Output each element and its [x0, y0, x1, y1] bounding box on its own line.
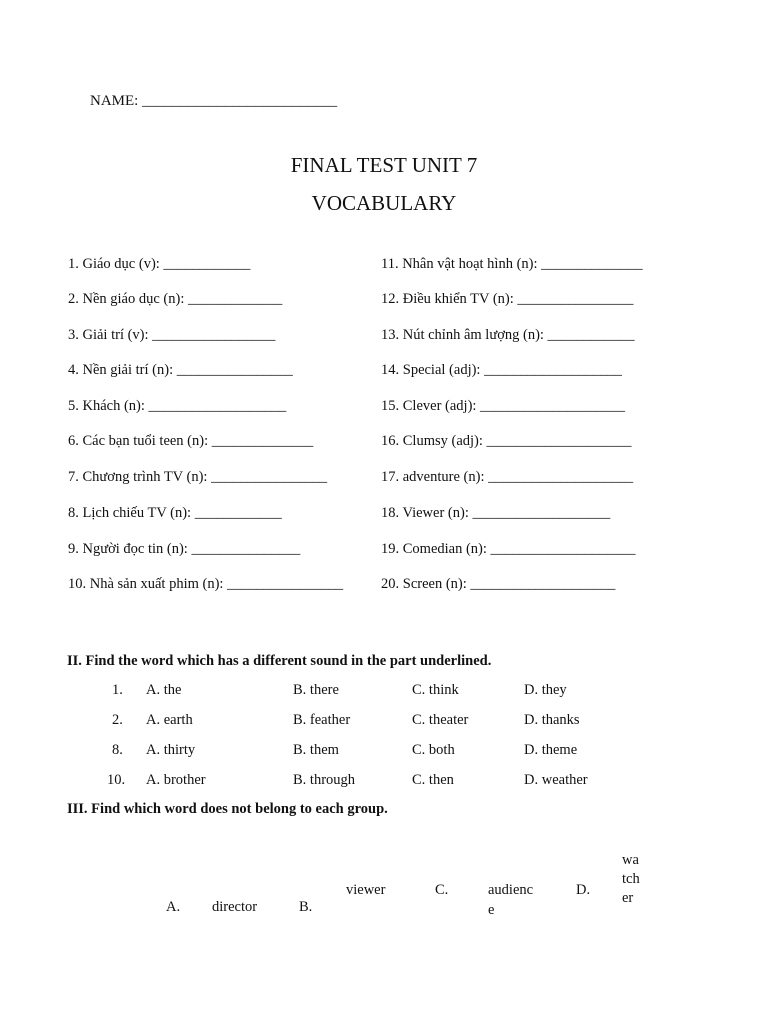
option-c: C. think — [412, 682, 459, 698]
option-b-label: B. — [299, 899, 313, 915]
question-number: 1. — [112, 682, 123, 698]
option-a-label: A. — [166, 899, 181, 915]
option-a: A. earth — [146, 712, 193, 728]
option-d-word: watcher — [622, 852, 640, 906]
option-c: C. then — [412, 772, 454, 788]
page-title: FINAL TEST UNIT 7 — [290, 153, 478, 177]
page-subtitle: VOCABULARY — [311, 191, 457, 215]
option-b: B. through — [293, 772, 356, 788]
option-b: B. there — [293, 682, 339, 698]
vocab-item: 14. Special (adj): ___________________ — [381, 362, 622, 378]
option-d-label: D. — [576, 882, 591, 898]
option-d: D. thanks — [524, 712, 580, 728]
vocab-item: 19. Comedian (n): ____________________ — [381, 541, 636, 557]
vocab-item: 11. Nhân vật hoạt hình (n): ______________ — [381, 256, 643, 272]
option-d: D. weather — [524, 772, 588, 788]
question-number: 2. — [112, 712, 123, 728]
option-d: D. they — [524, 682, 567, 698]
option-a: A. thirty — [146, 742, 196, 758]
option-a: A. brother — [146, 772, 206, 788]
option-b: B. feather — [293, 712, 351, 728]
vocab-item: 20. Screen (n): ____________________ — [381, 576, 616, 592]
vocab-item: 13. Nút chỉnh âm lượng (n): ____________ — [381, 327, 635, 343]
vocab-item: 3. Giải trí (v): _________________ — [68, 327, 276, 343]
vocab-item: 7. Chương trình TV (n): ________________ — [68, 469, 328, 485]
vocab-item: 4. Nền giải trí (n): ________________ — [68, 362, 293, 378]
vocab-item: 12. Điều khiển TV (n): ________________ — [381, 291, 634, 307]
vocab-item: 18. Viewer (n): ___________________ — [381, 505, 611, 521]
vocab-item: 10. Nhà sản xuất phim (n): ________________ — [68, 576, 344, 592]
option-b: B. them — [293, 742, 339, 758]
option-c-word: audience — [488, 882, 534, 918]
question-number: 8. — [112, 742, 123, 758]
vocab-item: 6. Các bạn tuổi teen (n): ______________ — [68, 433, 314, 449]
question-number: 10. — [107, 772, 126, 788]
vocab-item: 5. Khách (n): ___________________ — [68, 398, 287, 414]
vocab-item: 8. Lịch chiếu TV (n): ____________ — [68, 505, 282, 521]
option-b-word: viewer — [346, 882, 386, 898]
section-2-heading: II. Find the word which has a different sound in the part underlined. — [67, 653, 492, 669]
vocab-item: 16. Clumsy (adj): ____________________ — [381, 433, 632, 449]
option-d: D. theme — [524, 742, 578, 758]
vocab-item: 1. Giáo dục (v): ____________ — [68, 256, 251, 272]
option-c: C. theater — [412, 712, 469, 728]
option-c-label: C. — [435, 882, 449, 898]
option-c: C. both — [412, 742, 455, 758]
section-3-heading: III. Find which word does not belong to each group. — [67, 801, 388, 817]
vocab-item: 15. Clever (adj): ____________________ — [381, 398, 626, 414]
option-a: A. the — [146, 682, 182, 698]
vocab-item: 9. Người đọc tin (n): _______________ — [68, 541, 301, 557]
option-a-word: director — [212, 899, 258, 915]
vocab-item: 17. adventure (n): ____________________ — [381, 469, 634, 485]
vocab-item: 2. Nền giáo dục (n): _____________ — [68, 291, 283, 307]
name-field: NAME: __________________________ — [90, 93, 338, 109]
